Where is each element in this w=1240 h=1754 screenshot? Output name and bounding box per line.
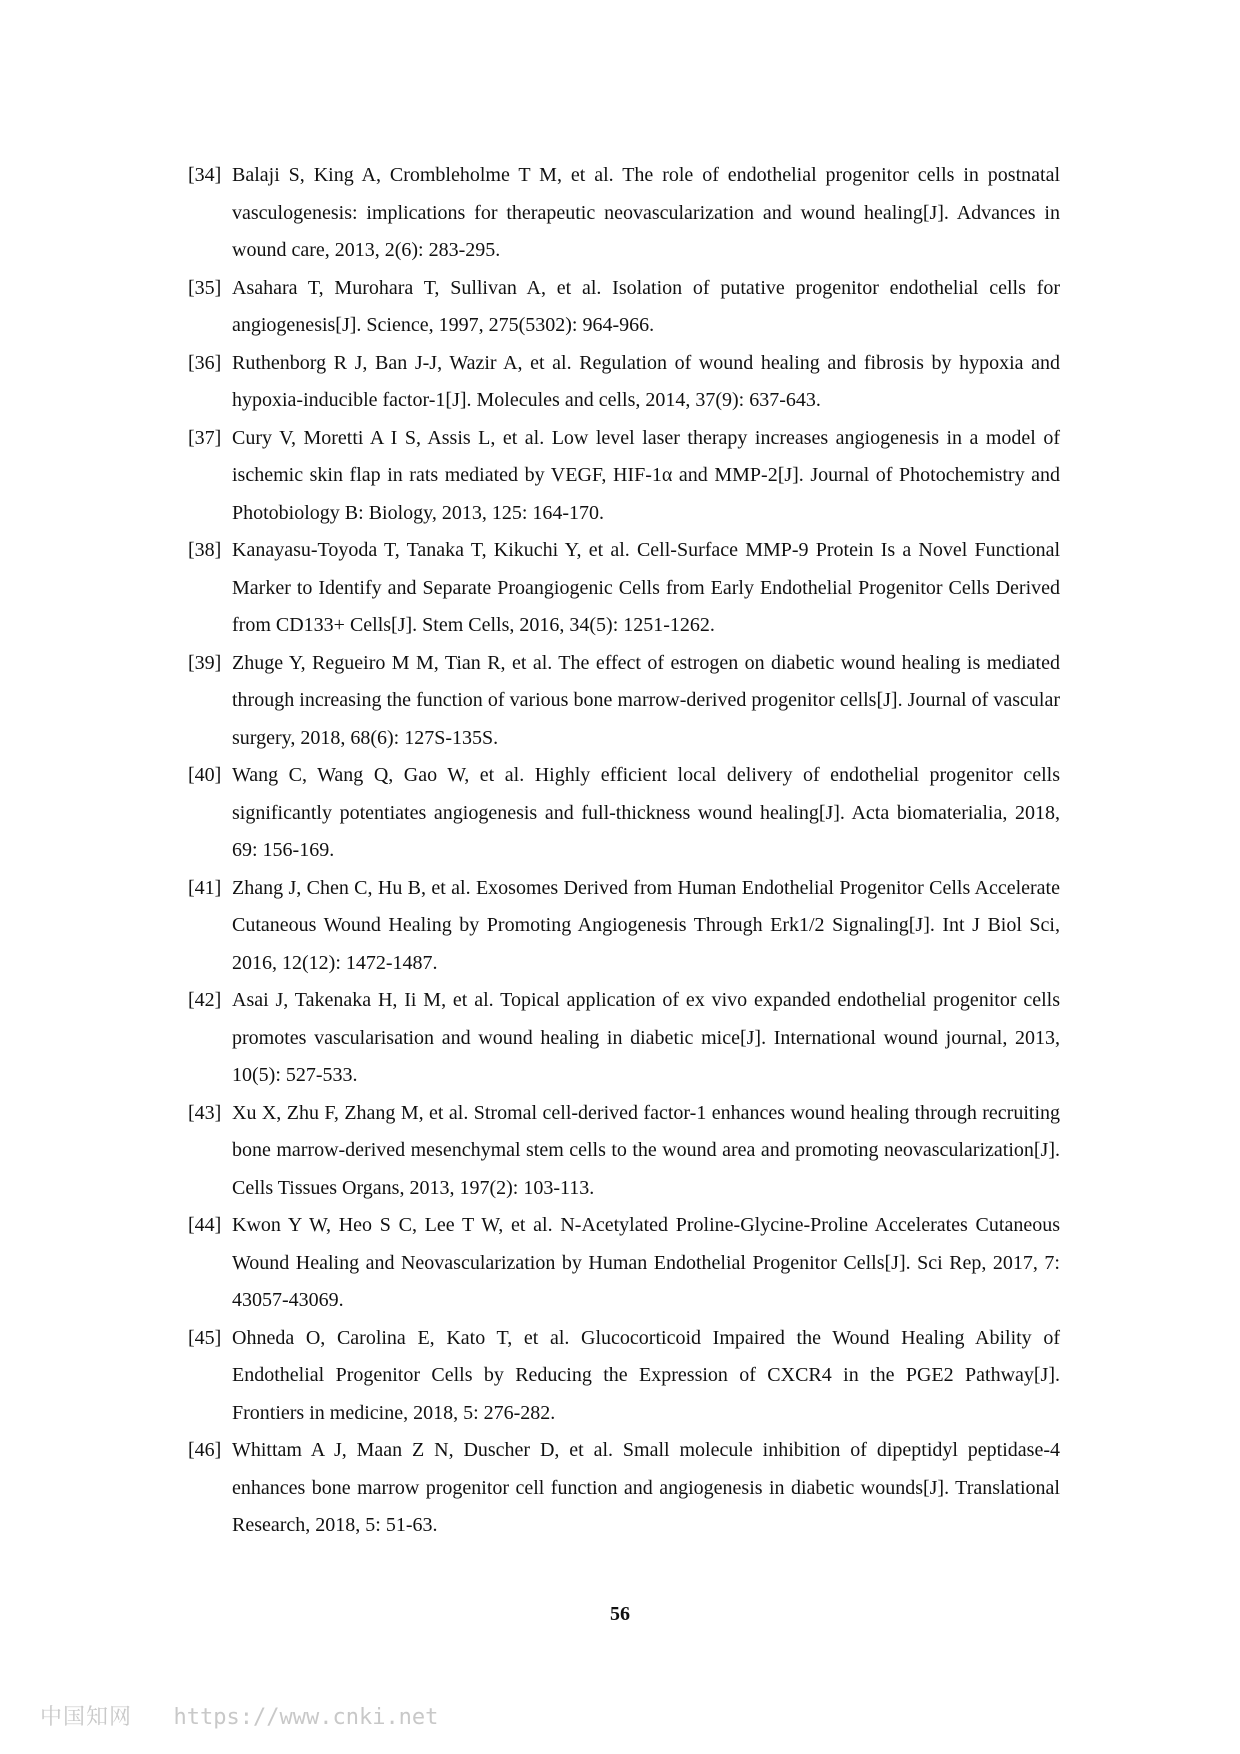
reference-text: Asahara T, Murohara T, Sullivan A, et al. Isolation of putative progenitor endothelial cells for angiogenesis[J]. Science, 1997, 275(5302): 964-966. [232,276,1060,336]
reference-text: Whittam A J, Maan Z N, Duscher D, et al. Small molecule inhibition of dipeptidyl peptidase-4 enhances bone marrow progenitor cell function and angiogenesis in diabetic wounds[J]. Translational Research, 2018, 5: 51-63. [232,1439,1060,1536]
reference-number: [43] [188,1101,222,1124]
reference-item [188,645,1060,758]
reference-text: Kanayasu‐Toyoda T, Tanaka T, Kikuchi Y, et al. Cell‐Surface MMP‐9 Protein Is a Novel Functional Marker to Identify and Separate Proangiogenic Cells from Early Endothelial Progenitor Cells Derived from CD133+ Cells[J]. Stem Cells, 2016, 34(5): 1251-1262. [232,539,1060,636]
reference-number: [41] [188,876,222,899]
reference-number: [42] [188,989,222,1011]
reference-text: Asai J, Takenaka H, Ii M, et al. Topical application of ex vivo expanded endothelial progenitor cells promotes vascularisation and wound healing in diabetic mice[J]. International wound journal, 2013, 10(5): 527-533. [232,989,1060,1086]
reference-text: Cury V, Moretti A I S, Assis L, et al. Low level laser therapy increases angiogenesis in a model of ischemic skin flap in rats mediated by VEGF, HIF-1α and MMP-2[J]. Journal of Photochemistry and Photobiology B: Biology, 2013, 125: 164-170. [232,426,1060,524]
reference-text: Ohneda O, Carolina E, Kato T, et al. Glucocorticoid Impaired the Wound Healing Ability of Endothelial Progenitor Cells by Reducing the Expression of CXCR4 in the PGE2 Pathway[J]. Frontiers in medicine, 2018, 5: 276-282. [232,1326,1060,1424]
reference-text: Zhang J, Chen C, Hu B, et al. Exosomes Derived from Human Endothelial Progenitor Cells Accelerate Cutaneous Wound Healing by Promoting Angiogenesis Through Erk1/2 Signaling[J]. Int J Biol Sci, 2016, 12(12): 1472-1487. [232,876,1060,974]
reference-list [188,157,1060,1545]
reference-number: [39] [188,651,222,674]
reference-item [188,982,1060,1095]
cnki-watermark [40,1700,438,1731]
reference-item [188,345,1060,420]
reference-text: Xu X, Zhu F, Zhang M, et al. Stromal cell-derived factor-1 enhances wound healing through recruiting bone marrow-derived mesenchymal stem cells to the wound area and promoting neovascularization[J]. Cells Tissues Organs, 2013, 197(2): 103-113. [232,1101,1060,1199]
reference-number: [35] [188,276,222,299]
reference-item [188,1095,1060,1208]
reference-item [188,270,1060,345]
watermark-url: https://www.cnki.net [173,1705,439,1730]
reference-number: [36] [188,351,222,374]
page-number: 56 [610,1603,630,1625]
reference-number: [34] [188,164,222,186]
reference-text: Balaji S, King A, Crombleholme T M, et al. The role of endothelial progenitor cells in postnatal vasculogenesis: implications for therapeutic neovascularization and wound healing[J]. Advances in wound care, 2013, 2(6): 283-295. [232,164,1060,261]
reference-item [188,870,1060,983]
reference-number: [38] [188,539,222,561]
reference-number: [44] [188,1214,222,1236]
watermark-site-name: 中国知网 [40,1705,133,1730]
reference-item [188,1207,1060,1320]
reference-number: [37] [188,426,222,449]
reference-item [188,1320,1060,1433]
reference-text: Zhuge Y, Regueiro M M, Tian R, et al. The effect of estrogen on diabetic wound healing is mediated through increasing the function of various bone marrow-derived progenitor cells[J]. Journal of vascular surgery, 2018, 68(6): 127S-135S. [232,651,1060,749]
reference-text: Wang C, Wang Q, Gao W, et al. Highly efficient local delivery of endothelial progenitor cells significantly potentiates angiogenesis and full-thickness wound healing[J]. Acta biomaterialia, 2018, 69: 156-169. [232,764,1060,861]
reference-text: Ruthenborg R J, Ban J-J, Wazir A, et al. Regulation of wound healing and fibrosis by hypoxia and hypoxia-inducible factor-1[J]. Molecules and cells, 2014, 37(9): 637-643. [232,351,1060,411]
reference-number: [46] [188,1439,222,1461]
reference-item [188,1432,1060,1545]
reference-item [188,420,1060,533]
reference-text: Kwon Y W, Heo S C, Lee T W, et al. N-Acetylated Proline-Glycine-Proline Accelerates Cutaneous Wound Healing and Neovascularization by Human Endothelial Progenitor Cells[J]. Sci Rep, 2017, 7: 43057-43069. [232,1214,1060,1311]
reference-number: [40] [188,764,222,786]
reference-item [188,532,1060,645]
reference-item [188,757,1060,870]
reference-number: [45] [188,1326,222,1349]
reference-item [188,157,1060,270]
